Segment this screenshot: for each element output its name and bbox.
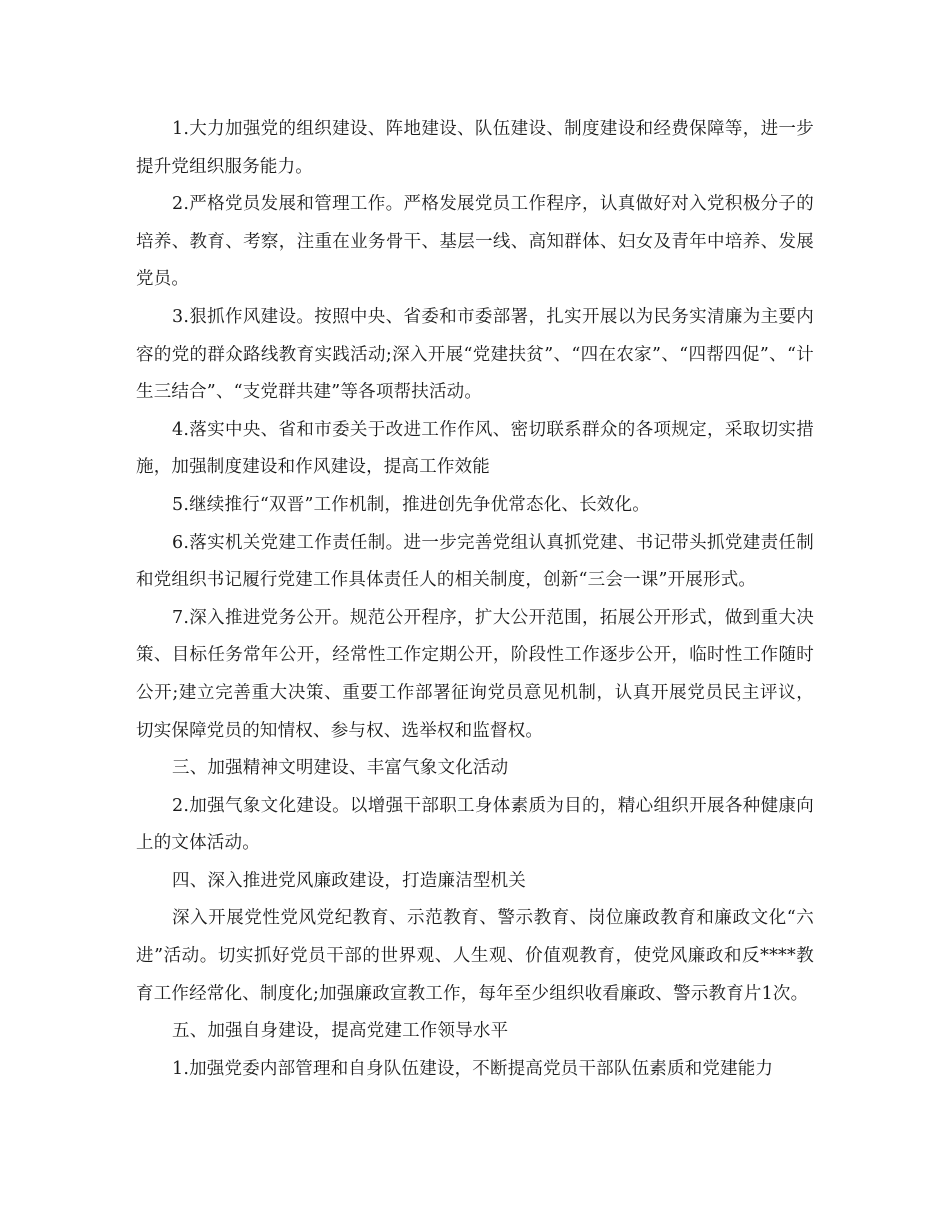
- paragraph-3: 3.狠抓作风建设。按照中央、省委和市委部署，扎实开展以为民务实清廉为主要内容的党的群众路线教育实践活动;深入开展“党建扶贫”、“四在农家”、“四帮四促”、“计生三结合”、“支党群共建”等各项帮扶活动。: [136, 306, 814, 403]
- paragraph-2: 2.严格党员发展和管理工作。严格发展党员工作程序，认真做好对入党积极分子的培养、教育、考察，注重在业务骨干、基层一线、高知群体、妇女及青年中培养、发展党员。: [136, 194, 814, 290]
- paragraph-5: 5.继续推行“双晋”工作机制，推进创先争优常态化、长效化。: [172, 494, 650, 515]
- paragraph-7: 7.深入推进党务公开。规范公开程序，扩大公开范围，拓展公开形式，做到重大决策、目标任务常年公开，经常性工作定期公开，阶段性工作逐步公开，临时性工作随时公开;建立完善重大决策、重要工作部署征询党员意见机制，认真开展党员民主评议，切实保障党员的知情权、参与权、选举权和监督权。: [136, 607, 814, 741]
- paragraph-9: 深入开展党性党风党纪教育、示范教育、警示教育、岗位廉政教育和廉政文化“六进”活动。切实抓好党员干部的世界观、人生观、价值观教育，使党风廉政和反****教育工作经常化、制度化;加强廉政宣教工作，每年至少组织收看廉政、警示教育片1次。: [136, 908, 814, 1004]
- paragraph-8: 2.加强气象文化建设。以增强干部职工身体素质为目的，精心组织开展各种健康向上的文体活动。: [136, 795, 814, 854]
- section-heading-4: 四、深入推进党风廉政建设，打造廉洁型机关: [172, 870, 526, 891]
- paragraph-10: 1.加强党委内部管理和自身队伍建设，不断提高党员干部队伍素质和党建能力: [172, 1058, 774, 1079]
- paragraph-1: 1.大力加强党的组织建设、阵地建设、队伍建设、制度建设和经费保障等，进一步提升党组织服务能力。: [136, 119, 814, 177]
- section-heading-5: 五、加强自身建设，提高党建工作领导水平: [172, 1021, 509, 1042]
- document-body: [136, 111, 814, 1088]
- section-heading-3: 三、加强精神文明建设、丰富气象文化活动: [172, 758, 509, 779]
- paragraph-4: 4.落实中央、省和市委关于改进工作作风、密切联系群众的各项规定，采取切实措施，加强制度建设和作风建设，提高工作效能: [136, 419, 814, 478]
- paragraph-6: 6.落实机关党建工作责任制。进一步完善党组认真抓党建、书记带头抓党建责任制和党组织书记履行党建工作具体责任人的相关制度，创新“三会一课”开展形式。: [136, 532, 814, 591]
